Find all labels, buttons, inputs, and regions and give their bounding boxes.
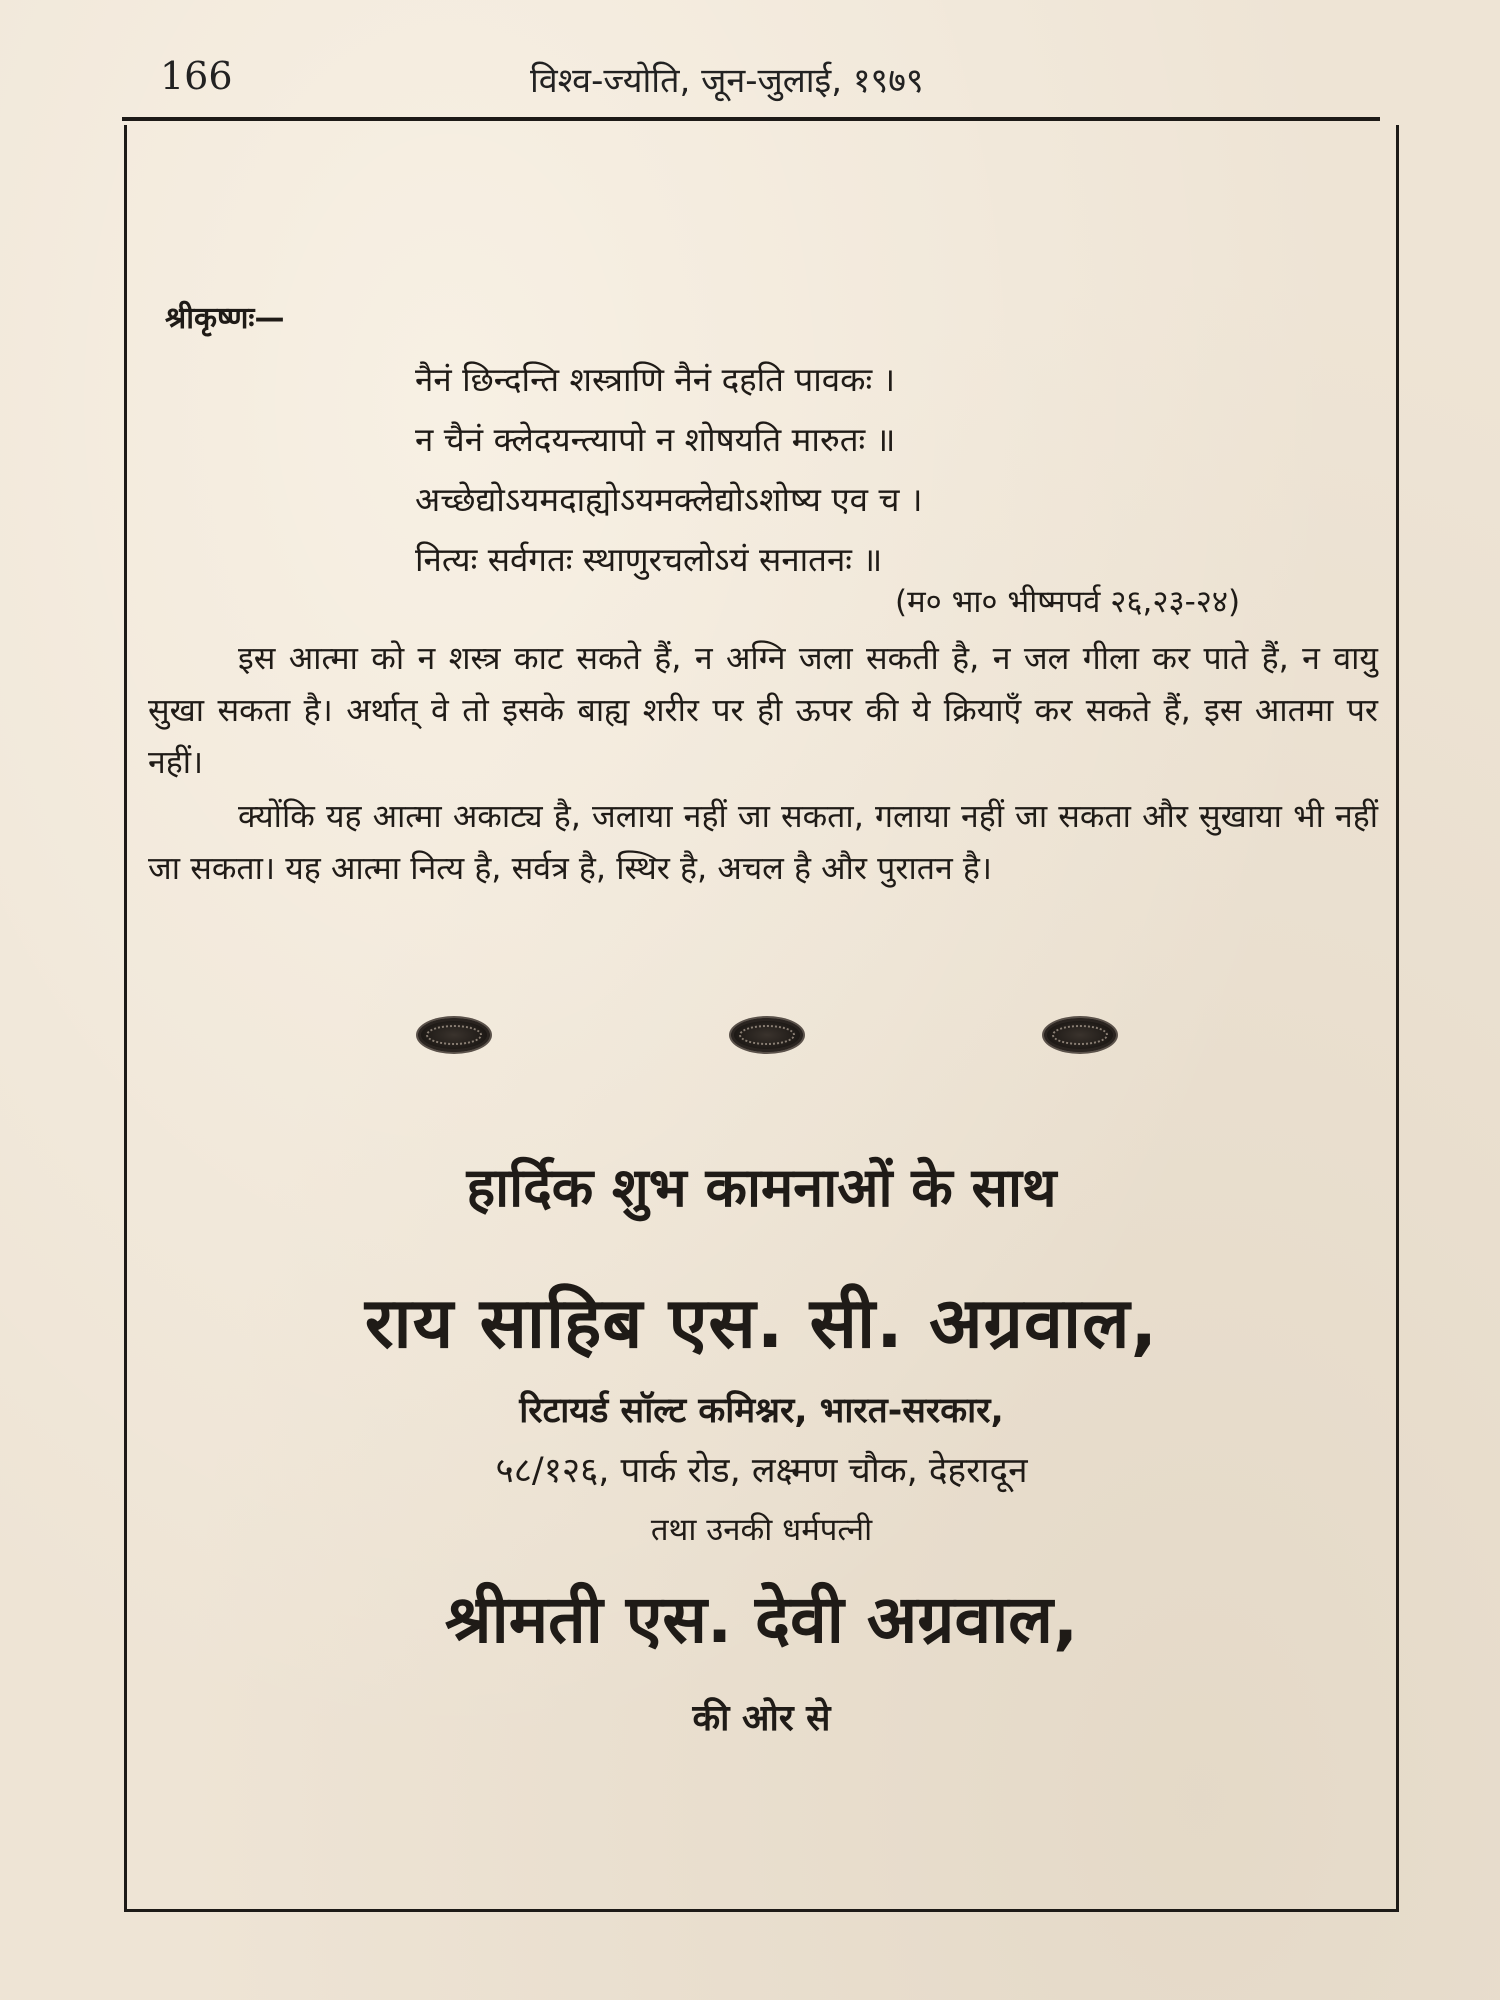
advertiser-name: राय साहिब एस. सी. अग्रवाल, xyxy=(364,1282,1159,1364)
connector-text: तथा उनकी धर्मपत्नी xyxy=(650,1512,873,1548)
page-number: 166 xyxy=(160,54,233,98)
advertiser-address: ५८/१२६, पार्क रोड, लक्ष्मण चौक, देहरादून xyxy=(495,1451,1028,1491)
spouse-name: श्रीमती एस. देवी अग्रवाल, xyxy=(444,1581,1079,1658)
speaker-label: श्रीकृष्णः— xyxy=(165,301,285,336)
sanskrit-verse xyxy=(415,350,1175,590)
running-title: विश्व-ज्योति, जून-जुलाई, १९७९ xyxy=(530,61,924,101)
header-rule xyxy=(122,117,1380,121)
explanation-paragraph: इस आत्मा को न शस्त्र काट सकते हैं, न अग्नि जला सकती है, न जल गीला कर पाते हैं, न वायु सुखा सकता है। अर्थात् वे तो इसके बाह्य शरीर पर ही ऊपर की ये क्रियाएँ कर सकते हैं, इस आतमा पर नहीं। xyxy=(148,639,1378,781)
page-header xyxy=(160,52,1380,112)
explanation-paragraph: क्योंकि यह आत्मा अकाट्य है, जलाया नहीं जा सकता, गलाया नहीं जा सकता और सुखाया भी नहीं जा सकता। यह आत्मा नित्य है, सर्वत्र है, स्थिर है, अचल है और पुरातन है। xyxy=(148,797,1378,887)
verse-line: न चैनं क्लेदयन्त्यापो न शोषयति मारुतः ॥ xyxy=(415,420,896,459)
ornament-icon xyxy=(1044,1018,1116,1052)
verse-line: नैनं छिन्दन्ति शस्त्राणि नैनं दहति पावकः । xyxy=(415,360,896,399)
ornament-icon xyxy=(418,1018,490,1052)
ornament-icon xyxy=(731,1018,803,1052)
closing-text: की ओर से xyxy=(692,1698,831,1739)
advertiser-designation: रिटायर्ड सॉल्ट कमिश्नर, भारत-सरकार, xyxy=(519,1391,1004,1431)
verse-line: नित्यः सर्वगतः स्थाणुरचलोऽयं सनातनः ॥ xyxy=(415,540,883,579)
greeting-heading: हार्दिक शुभ कामनाओं के साथ xyxy=(466,1156,1057,1219)
verse-line: अच्छेद्योऽयमदाह्योऽयमक्लेद्योऽशोष्य एव च । xyxy=(415,480,923,519)
ornament-divider xyxy=(418,1018,1118,1058)
verse-citation: (म० भा० भीष्मपर्व २६,२३-२४) xyxy=(895,584,1241,620)
